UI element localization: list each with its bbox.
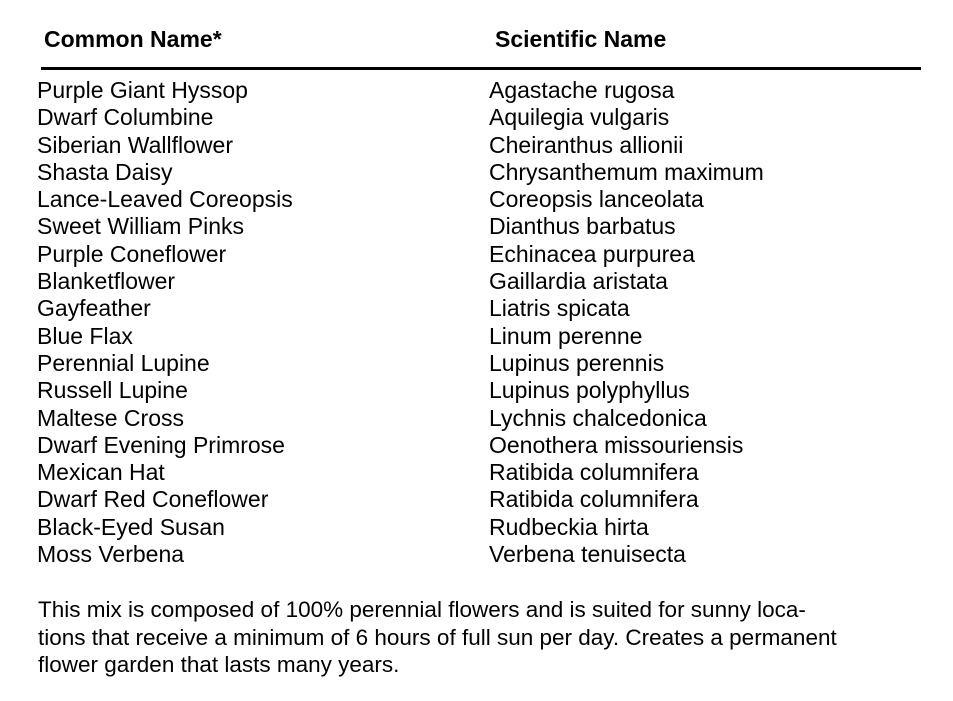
scientific-name-header: Scientific Name: [495, 26, 667, 52]
scientific-name-cell: Lupinus perennis: [489, 349, 665, 376]
table-row: [0, 186, 953, 213]
common-name-header: Common Name*: [44, 26, 222, 52]
common-name-cell: Mexican Hat: [37, 459, 165, 486]
common-name-cell: Sweet William Pinks: [37, 213, 245, 240]
table-row: [0, 405, 953, 432]
common-name-cell: Dwarf Columbine: [37, 104, 214, 131]
description-line: This mix is composed of 100% perennial flowers and is suited for sunny loca-: [38, 597, 806, 622]
scientific-name-cell: Dianthus barbatus: [489, 213, 676, 240]
table-row: [0, 377, 953, 404]
table-row: [0, 486, 953, 513]
scientific-name-cell: Liatris spicata: [489, 295, 630, 322]
common-name-cell: Lance-Leaved Coreopsis: [37, 186, 293, 213]
table-row: [0, 350, 953, 377]
scientific-name-cell: Verbena tenuisecta: [489, 541, 686, 568]
scientific-name-cell: Agastache rugosa: [489, 77, 675, 103]
common-name-cell: Moss Verbena: [37, 541, 185, 568]
table-row: [0, 159, 953, 186]
common-name-cell: Blue Flax: [37, 322, 133, 349]
common-name-cell: Maltese Cross: [37, 404, 184, 431]
description-line: tions that receive a minimum of 6 hours of full sun per day. Creates a permanent: [38, 624, 837, 650]
scientific-name-cell: Echinacea purpurea: [489, 240, 695, 267]
common-name-cell: Blanketflower: [37, 268, 176, 295]
table-row: [0, 104, 953, 131]
scientific-name-cell: Cheiranthus allionii: [489, 131, 684, 158]
common-name-cell: Gayfeather: [37, 295, 151, 322]
mix-description: [38, 596, 943, 679]
table-row: [0, 268, 953, 295]
scientific-name-cell: Coreopsis lanceolata: [489, 186, 704, 213]
common-name-cell: Black-Eyed Susan: [37, 513, 225, 540]
scientific-name-cell: Linum perenne: [489, 322, 643, 349]
table-row: [0, 213, 953, 240]
plant-list: [0, 77, 953, 568]
table-row: [0, 432, 953, 459]
common-name-cell: Purple Coneflower: [37, 240, 227, 267]
scientific-name-cell: Ratibida columnifera: [489, 459, 699, 486]
scientific-name-cell: Lupinus polyphyllus: [489, 377, 690, 404]
common-name-cell: Russell Lupine: [37, 377, 188, 404]
common-name-cell: Purple Giant Hyssop: [37, 77, 248, 103]
common-name-cell: Dwarf Red Coneflower: [37, 486, 269, 513]
description-line: flower garden that lasts many years.: [38, 652, 400, 677]
scientific-name-cell: Lychnis chalcedonica: [489, 404, 707, 431]
table-row: [0, 295, 953, 322]
common-name-cell: Dwarf Evening Primrose: [37, 431, 285, 458]
header-divider: [41, 67, 921, 70]
table-row: [0, 459, 953, 486]
table-row: [0, 323, 953, 350]
common-name-cell: Perennial Lupine: [37, 349, 210, 376]
scientific-name-cell: Rudbeckia hirta: [489, 513, 649, 540]
table-header: [0, 24, 953, 54]
table-row: [0, 132, 953, 159]
scientific-name-cell: Aquilegia vulgaris: [489, 104, 670, 131]
table-row: [0, 77, 953, 104]
table-row: [0, 541, 953, 568]
scientific-name-cell: Gaillardia aristata: [489, 268, 668, 295]
table-row: [0, 241, 953, 268]
scientific-name-cell: Chrysanthemum maximum: [489, 158, 764, 185]
table-row: [0, 514, 953, 541]
scientific-name-cell: Oenothera missouriensis: [489, 431, 744, 458]
common-name-cell: Shasta Daisy: [37, 158, 173, 185]
common-name-cell: Siberian Wallflower: [37, 131, 233, 158]
scientific-name-cell: Ratibida columnifera: [489, 486, 699, 513]
